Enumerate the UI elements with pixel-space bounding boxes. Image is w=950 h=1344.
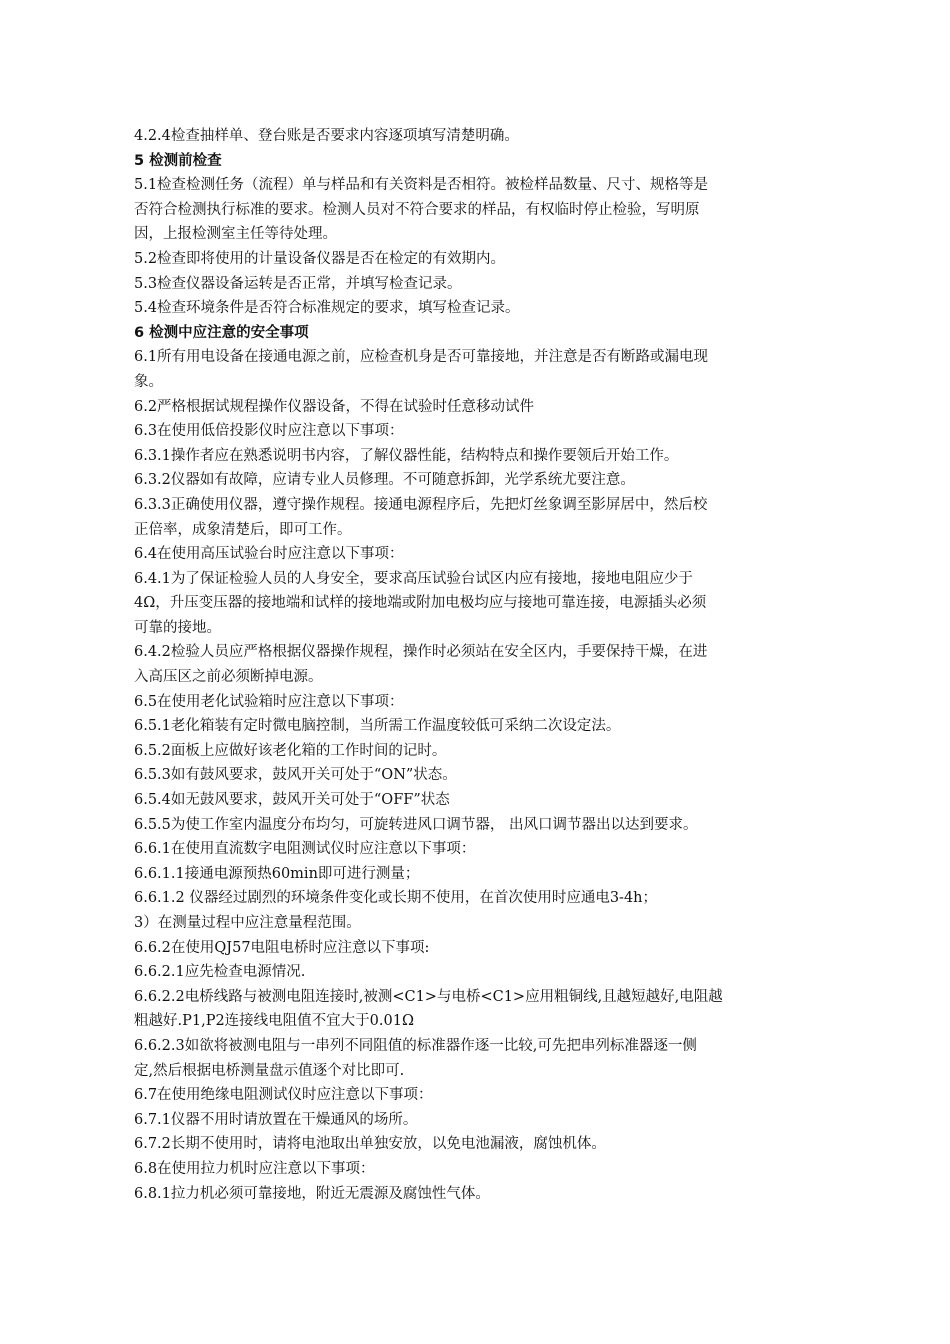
text-line: 6.5.4如无鼓风要求，鼓风开关可处于“OFF”状态 <box>134 792 450 809</box>
text-line: 6.6.2在使用QJ57电阻电桥时应注意以下事项: <box>134 939 430 956</box>
text-line: 象。 <box>134 373 163 390</box>
text-line: 6.4.2检验人员应严格根据仪器操作规程，操作时必须站在安全区内，手要保持干燥，在进 <box>134 644 708 661</box>
text-line: 6.7.2长期不使用时，请将电池取出单独安放，以免电池漏液，腐蚀机体。 <box>134 1136 606 1153</box>
section-heading: 6 检测中应注意的安全事项 <box>134 324 309 341</box>
text-line: 4.2.4检查抽样单、登台账是否要求内容逐项填写清楚明确。 <box>134 128 519 144</box>
text-line: 6.3.1操作者应在熟悉说明书内容，了解仪器性能，结构特点和操作要领后开始工作。 <box>134 447 679 464</box>
text-line: 6.3.3正确使用仪器，遵守操作规程。接通电源程序后，先把灯丝象调至影屏居中，然后校 <box>134 496 708 513</box>
text-line: 6.8.1拉力机必须可靠接地，附近无震源及腐蚀性气体。 <box>134 1185 490 1202</box>
text-line: 定,然后根据电桥测量盘示值逐个对比即可. <box>134 1062 405 1079</box>
text-line: 正倍率，成象清楚后，即可工作。 <box>134 521 352 538</box>
text-line: 6.6.1在使用直流数字电阻测试仪时应注意以下事项： <box>134 841 476 858</box>
text-line: 6.5.3如有鼓风要求，鼓风开关可处于“ON”状态。 <box>134 767 457 784</box>
text-line: 6.4在使用高压试验台时应注意以下事项： <box>134 546 404 563</box>
text-line: 6.5在使用老化试验箱时应注意以下事项： <box>134 693 404 710</box>
text-line: 6.5.2面板上应做好该老化箱的工作时间的记时。 <box>134 742 447 759</box>
text-line: 6.3.2仪器如有故障，应请专业人员修理。不可随意拆卸，光学系统尤要注意。 <box>134 472 635 489</box>
text-line: 6.6.2.1应先检查电源情况. <box>134 964 306 981</box>
text-line: 因，上报检测室主任等待处理。 <box>134 226 337 243</box>
text-line: 入高压区之前必须断掉电源。 <box>134 669 323 686</box>
section-heading: 5 检测前检查 <box>134 152 222 169</box>
text-line: 6.6.2.3如欲将被测电阻与一串列不同阻值的标准器作逐一比较,可先把串列标准器逐一侧 <box>134 1037 697 1054</box>
text-line: 6.7在使用绝缘电阻测试仪时应注意以下事项： <box>134 1087 433 1104</box>
text-line: 6.3在使用低倍投影仪时应注意以下事项： <box>134 423 404 440</box>
text-line: 6.8在使用拉力机时应注意以下事项： <box>134 1160 375 1177</box>
text-line: 5.1检查检测任务（流程）单与样品和有关资料是否相符。被检样品数量、尺寸、规格等是 <box>134 177 709 194</box>
text-line: 6.7.1仪器不用时请放置在干燥通风的场所。 <box>134 1111 418 1128</box>
text-line: 5.3检查仪器设备运转是否正常，并填写检查记录。 <box>134 275 462 292</box>
text-line: 否符合检测执行标准的要求。检测人员对不符合要求的样品，有权临时停止检验，写明原 <box>134 201 700 218</box>
text-line: 5.4检查环境条件是否符合标准规定的要求，填写检查记录。 <box>134 300 520 317</box>
text-line: 6.6.1.1接通电源预热60min即可进行测量； <box>134 865 420 882</box>
text-line: 3）在测量过程中应注意量程范围。 <box>134 915 361 931</box>
text-line: 6.2严格根据试规程操作仪器设备，不得在试验时任意移动试件 <box>134 398 535 415</box>
text-line: 6.4.1为了保证检验人员的人身安全，要求高压试验台试区内应有接地，接地电阻应少于 <box>134 570 693 587</box>
text-line: 4Ω，升压变压器的接地端和试样的接地端或附加电极均应与接地可靠连接，电源插头必须 <box>134 595 707 612</box>
document-page <box>134 124 814 1206</box>
text-line: 6.6.1.2 仪器经过剧烈的环境条件变化或长期不使用，在首次使用时应通电3-4h； <box>134 890 658 907</box>
text-line: 6.6.2.2电桥线路与被测电阻连接时,被测<C1>与电桥<C1>应用粗铜线,且越短越好,电阻越 <box>134 988 723 1005</box>
text-line: 6.5.1老化箱装有定时微电脑控制，当所需工作温度较低可采纳二次设定法。 <box>134 718 621 735</box>
text-line: 粗越好.P1,P2连接线电阻值不宜大于0.01Ω <box>134 1013 414 1030</box>
text-line: 6.5.5为使工作室内温度分布均匀，可旋转进风口调节器， 出风口调节器出以达到要求。 <box>134 816 698 833</box>
text-line: 6.1所有用电设备在接通电源之前，应检查机身是否可靠接地，并注意是否有断路或漏电现 <box>134 349 709 366</box>
text-line: 可靠的接地。 <box>134 619 221 636</box>
text-line: 5.2检查即将使用的计量设备仪器是否在检定的有效期内。 <box>134 250 506 267</box>
